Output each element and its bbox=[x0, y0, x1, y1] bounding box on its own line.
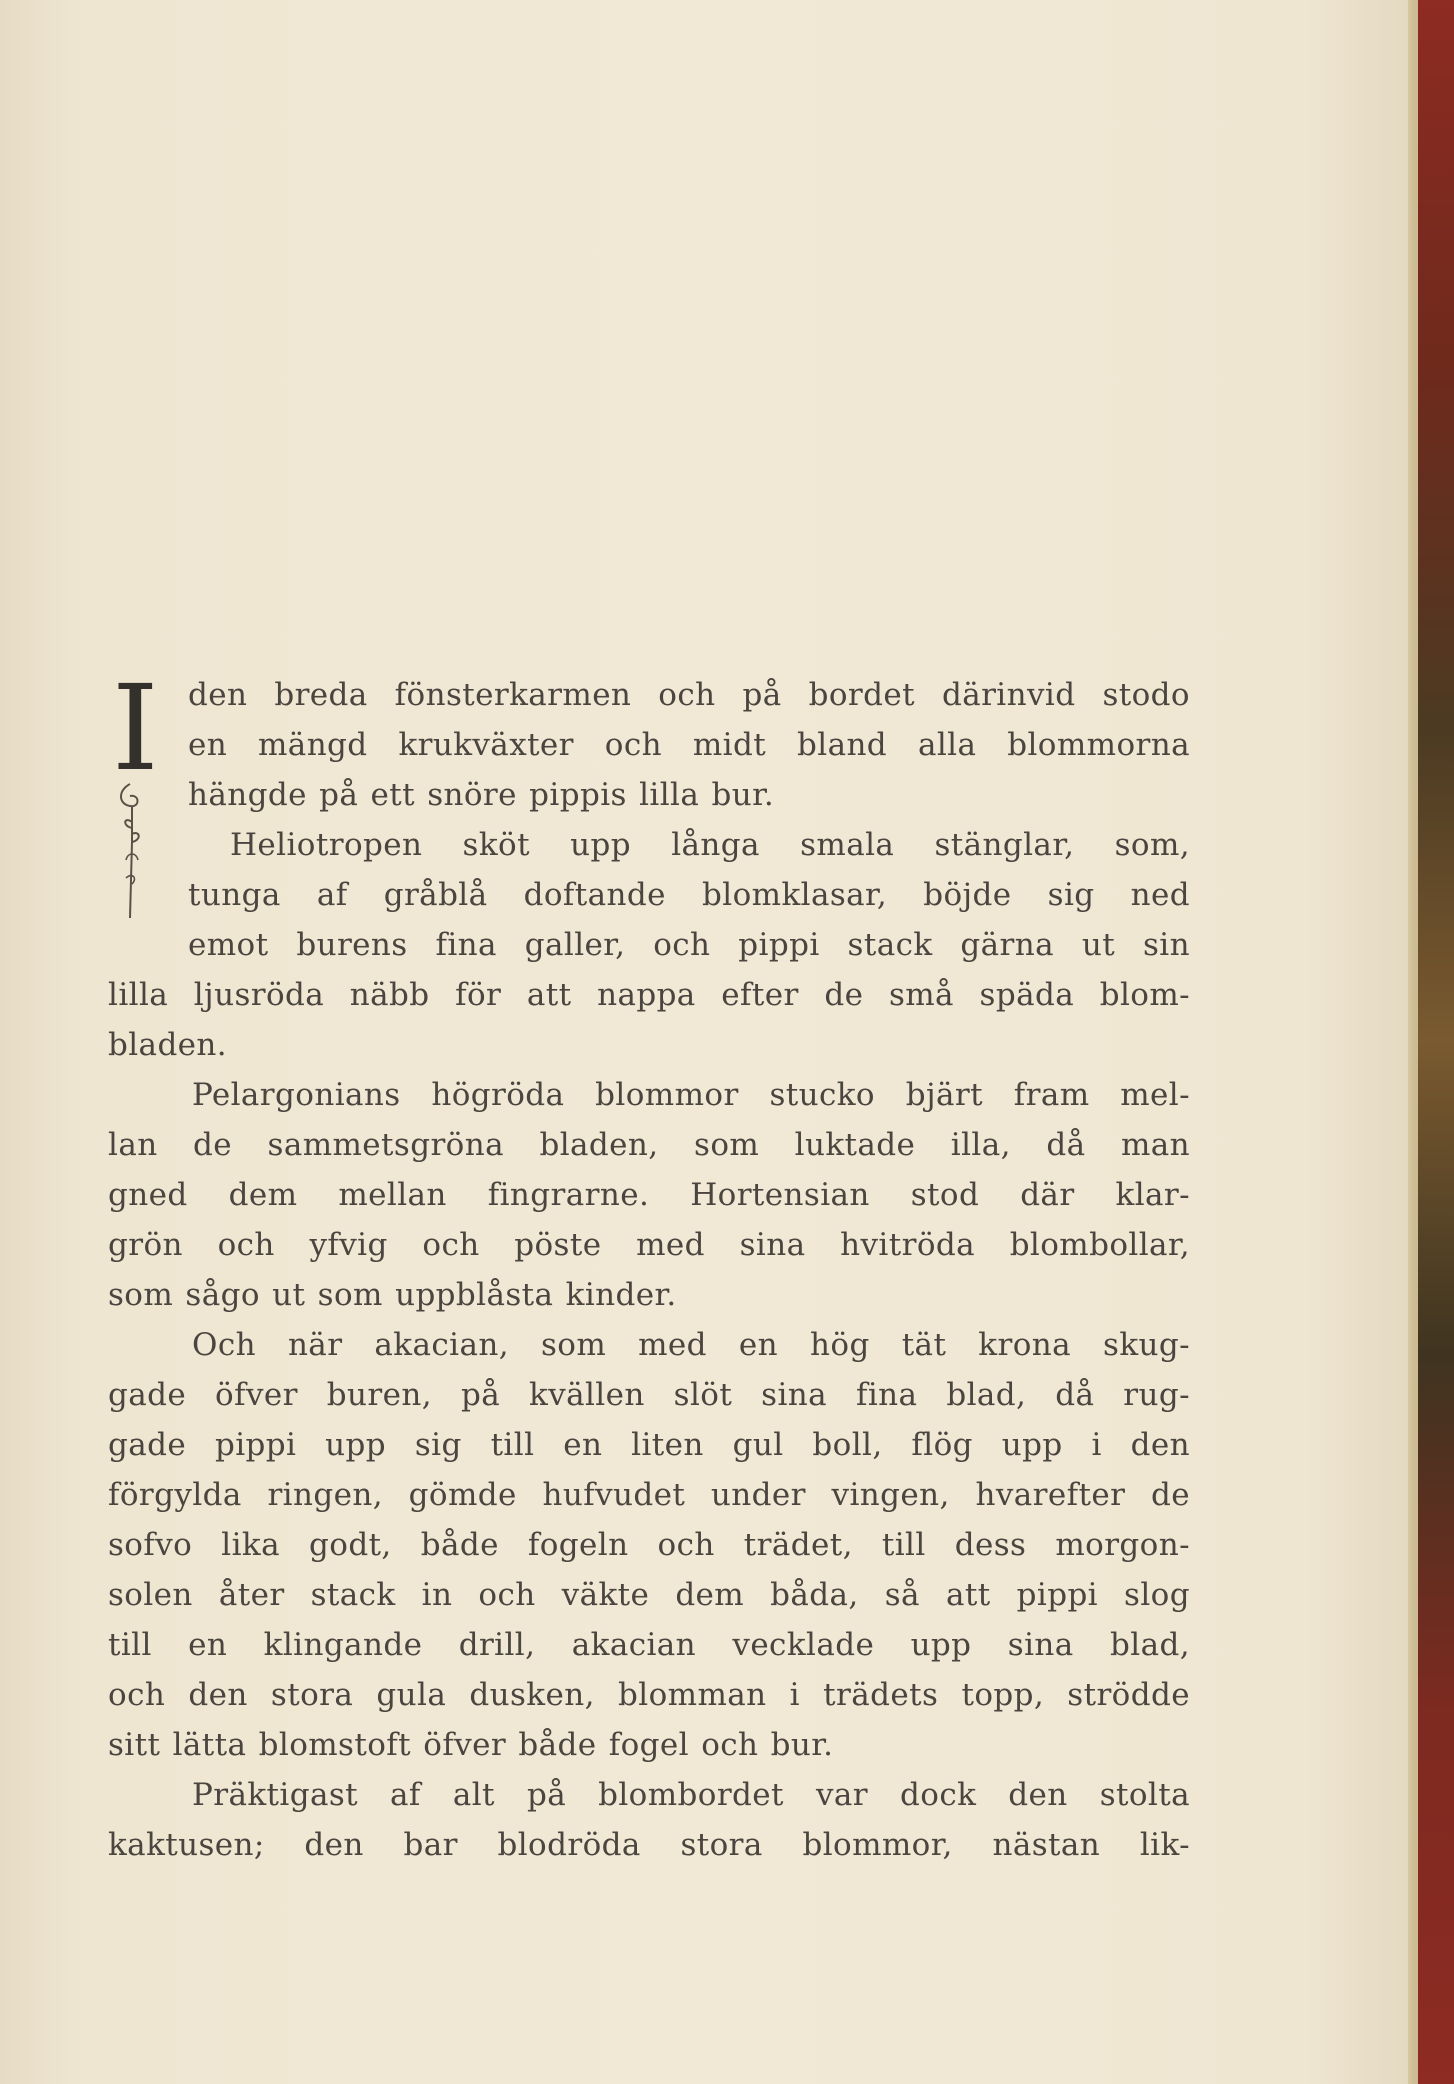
text-line: gned dem mellan fingrarne. Hortensian stod där klar- bbox=[108, 1177, 1190, 1213]
text-line: som sågo ut som uppblåsta kinder. bbox=[108, 1277, 677, 1313]
text-line: lilla ljusröda näbb för att nappa efter de små späda blom- bbox=[108, 977, 1190, 1013]
text-line: Och när akacian, som med en hög tät krona skug- bbox=[192, 1327, 1190, 1363]
drop-cap-ornament bbox=[108, 659, 188, 920]
text-line: den breda fönsterkarmen och på bordet därinvid stodo bbox=[188, 677, 1190, 713]
text-line: förgylda ringen, gömde hufvudet under vingen, hvarefter de bbox=[108, 1477, 1190, 1513]
text-line: och den stora gula dusken, blomman i trädets topp, strödde bbox=[108, 1677, 1190, 1713]
text-line: gade pippi upp sig till en liten gul boll, flög upp i den bbox=[108, 1427, 1190, 1463]
text-line: lan de sammetsgröna bladen, som luktade illa, då man bbox=[108, 1127, 1190, 1163]
vine-ornament-icon bbox=[114, 782, 154, 920]
text-line: en mängd krukväxter och midt bland alla blommorna bbox=[188, 727, 1190, 763]
text-block bbox=[108, 659, 1190, 1870]
text-line: gade öfver buren, på kvällen slöt sina fina blad, då rug- bbox=[108, 1377, 1190, 1413]
text-line: sitt lätta blomstoft öfver både fogel och bur. bbox=[108, 1727, 834, 1763]
drop-cap: I bbox=[112, 659, 159, 797]
text-line: tunga af gråblå doftande blomklasar, böjde sig ned bbox=[188, 877, 1190, 913]
text-line: grön och yfvig och pöste med sina hvitröda blombollar, bbox=[108, 1227, 1190, 1263]
text-line: Heliotropen sköt upp långa smala stänglar, som, bbox=[230, 827, 1190, 863]
text-line: Pelargonians högröda blommor stucko bjärt fram mel- bbox=[192, 1077, 1190, 1113]
text-line: sofvo lika godt, både fogeln och trädet, till dess morgon- bbox=[108, 1527, 1190, 1563]
text-line: kaktusen; den bar blodröda stora blommor, nästan lik- bbox=[108, 1827, 1190, 1863]
text-line: solen åter stack in och väkte dem båda, så att pippi slog bbox=[108, 1577, 1190, 1613]
text-line: Präktigast af alt på blombordet var dock den stolta bbox=[192, 1777, 1190, 1813]
text-line: emot burens fina galler, och pippi stack gärna ut sin bbox=[188, 927, 1190, 963]
book-binding bbox=[1414, 0, 1454, 2084]
text-line: bladen. bbox=[108, 1027, 228, 1063]
text-line: till en klingande drill, akacian vecklade upp sina blad, bbox=[108, 1627, 1190, 1663]
text-line: hängde på ett snöre pippis lilla bur. bbox=[188, 777, 775, 813]
